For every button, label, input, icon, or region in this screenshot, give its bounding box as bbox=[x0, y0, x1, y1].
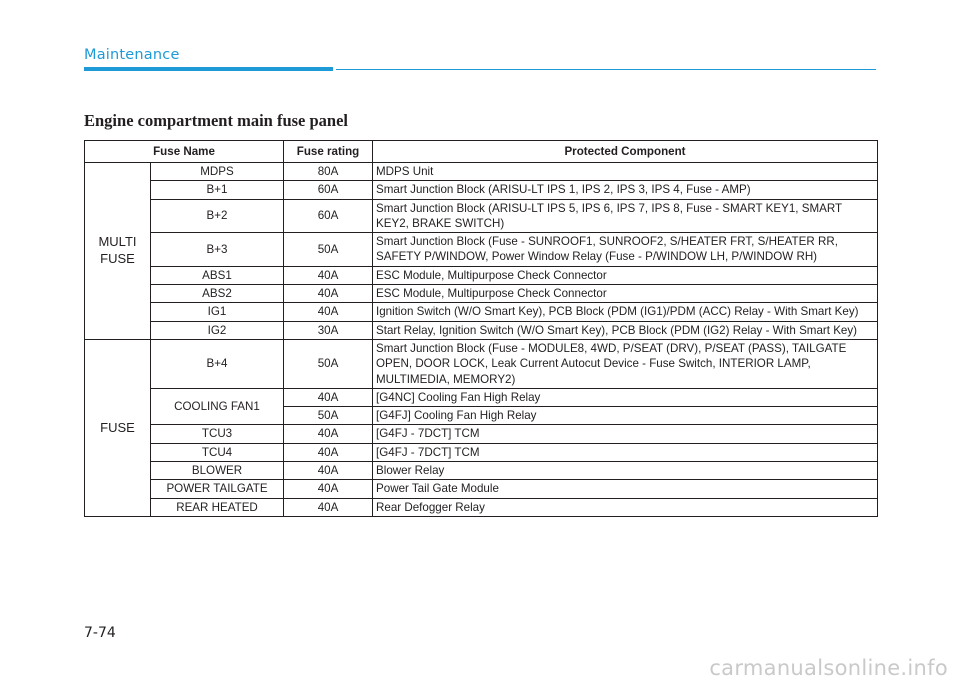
table-row bbox=[85, 199, 878, 233]
fuse-name-cell: B+1 bbox=[151, 181, 284, 199]
table-row bbox=[85, 388, 878, 406]
header-rule-line bbox=[336, 69, 876, 70]
table-row bbox=[85, 285, 878, 303]
fuse-name-cell: POWER TAILGATE bbox=[151, 480, 284, 498]
fuse-name-cell: BLOWER bbox=[151, 462, 284, 480]
protected-component-cell: Smart Junction Block (ARISU-LT IPS 1, IPS 2, IPS 3, IPS 4, Fuse - AMP) bbox=[373, 181, 878, 199]
protected-component-cell: Ignition Switch (W/O Smart Key), PCB Block (PDM (IG1)/PDM (ACC) Relay - With Smart Key) bbox=[373, 303, 878, 321]
fuse-group-label: FUSE bbox=[85, 339, 151, 516]
protected-component-cell: [G4FJ - 7DCT] TCM bbox=[373, 443, 878, 461]
table-row bbox=[85, 163, 878, 181]
fuse-rating-cell: 40A bbox=[284, 498, 373, 516]
fuse-rating-cell: 80A bbox=[284, 163, 373, 181]
fuse-rating-cell: 50A bbox=[284, 339, 373, 388]
fuse-name-cell: B+4 bbox=[151, 339, 284, 388]
table-row bbox=[85, 425, 878, 443]
table-row bbox=[85, 443, 878, 461]
protected-component-cell: ESC Module, Multipurpose Check Connector bbox=[373, 285, 878, 303]
fuse-table bbox=[84, 140, 878, 517]
fuse-rating-cell: 40A bbox=[284, 462, 373, 480]
watermark: carmanualsonline.info bbox=[709, 656, 948, 680]
fuse-rating-cell: 40A bbox=[284, 425, 373, 443]
table-row bbox=[85, 181, 878, 199]
fuse-rating-cell: 50A bbox=[284, 233, 373, 267]
fuse-rating-cell: 60A bbox=[284, 181, 373, 199]
table-row bbox=[85, 462, 878, 480]
fuse-name-cell: IG1 bbox=[151, 303, 284, 321]
table-row bbox=[85, 233, 878, 267]
fuse-name-cell: B+3 bbox=[151, 233, 284, 267]
page-number: 7-74 bbox=[84, 625, 116, 641]
column-header-protected-component: Protected Component bbox=[373, 141, 878, 163]
fuse-rating-cell: 60A bbox=[284, 199, 373, 233]
fuse-rating-cell: 40A bbox=[284, 303, 373, 321]
protected-component-cell: Blower Relay bbox=[373, 462, 878, 480]
fuse-rating-cell: 40A bbox=[284, 266, 373, 284]
table-row bbox=[85, 498, 878, 516]
fuse-name-cell: MDPS bbox=[151, 163, 284, 181]
page-heading: Engine compartment main fuse panel bbox=[84, 111, 348, 130]
column-header-fuse-rating: Fuse rating bbox=[284, 141, 373, 163]
fuse-rating-cell: 30A bbox=[284, 321, 373, 339]
protected-component-cell: [G4FJ - 7DCT] TCM bbox=[373, 425, 878, 443]
fuse-name-cell: B+2 bbox=[151, 199, 284, 233]
protected-component-cell: [G4NC] Cooling Fan High Relay bbox=[373, 388, 878, 406]
table-row bbox=[85, 321, 878, 339]
fuse-table-body bbox=[85, 163, 878, 517]
table-row bbox=[85, 266, 878, 284]
protected-component-cell: Power Tail Gate Module bbox=[373, 480, 878, 498]
protected-component-cell: ESC Module, Multipurpose Check Connector bbox=[373, 266, 878, 284]
protected-component-cell: Rear Defogger Relay bbox=[373, 498, 878, 516]
fuse-name-cell: TCU3 bbox=[151, 425, 284, 443]
fuse-name-cell: ABS1 bbox=[151, 266, 284, 284]
section-title: Maintenance bbox=[84, 47, 180, 63]
header-rule-accent bbox=[84, 67, 333, 71]
protected-component-cell: Smart Junction Block (Fuse - SUNROOF1, SUNROOF2, S/HEATER FRT, S/HEATER RR, SAFETY P/WINDOW, Power Window Relay (Fuse - P/WINDOW LH, P/WINDOW RH) bbox=[373, 233, 878, 267]
fuse-name-cell: COOLING FAN1 bbox=[151, 388, 284, 425]
fuse-rating-cell: 40A bbox=[284, 388, 373, 406]
protected-component-cell: Smart Junction Block (ARISU-LT IPS 5, IPS 6, IPS 7, IPS 8, Fuse - SMART KEY1, SMART KEY2, BRAKE SWITCH) bbox=[373, 199, 878, 233]
fuse-rating-cell: 50A bbox=[284, 407, 373, 425]
fuse-name-cell: TCU4 bbox=[151, 443, 284, 461]
fuse-rating-cell: 40A bbox=[284, 285, 373, 303]
protected-component-cell: MDPS Unit bbox=[373, 163, 878, 181]
column-header-fuse-name: Fuse Name bbox=[85, 141, 284, 163]
protected-component-cell: Start Relay, Ignition Switch (W/O Smart Key), PCB Block (PDM (IG2) Relay - With Smart Key) bbox=[373, 321, 878, 339]
protected-component-cell: [G4FJ] Cooling Fan High Relay bbox=[373, 407, 878, 425]
table-row bbox=[85, 480, 878, 498]
table-row bbox=[85, 303, 878, 321]
fuse-name-cell: REAR HEATED bbox=[151, 498, 284, 516]
fuse-rating-cell: 40A bbox=[284, 480, 373, 498]
table-row bbox=[85, 339, 878, 388]
fuse-rating-cell: 40A bbox=[284, 443, 373, 461]
fuse-name-cell: IG2 bbox=[151, 321, 284, 339]
fuse-group-label: MULTI FUSE bbox=[85, 163, 151, 340]
table-header-row bbox=[85, 141, 878, 163]
fuse-name-cell: ABS2 bbox=[151, 285, 284, 303]
protected-component-cell: Smart Junction Block (Fuse - MODULE8, 4WD, P/SEAT (DRV), P/SEAT (PASS), TAILGATE OPEN, DOOR LOCK, Leak Current Autocut Device - Fuse Switch, INTERIOR LAMP, MULTIMEDIA, MEMORY2) bbox=[373, 339, 878, 388]
